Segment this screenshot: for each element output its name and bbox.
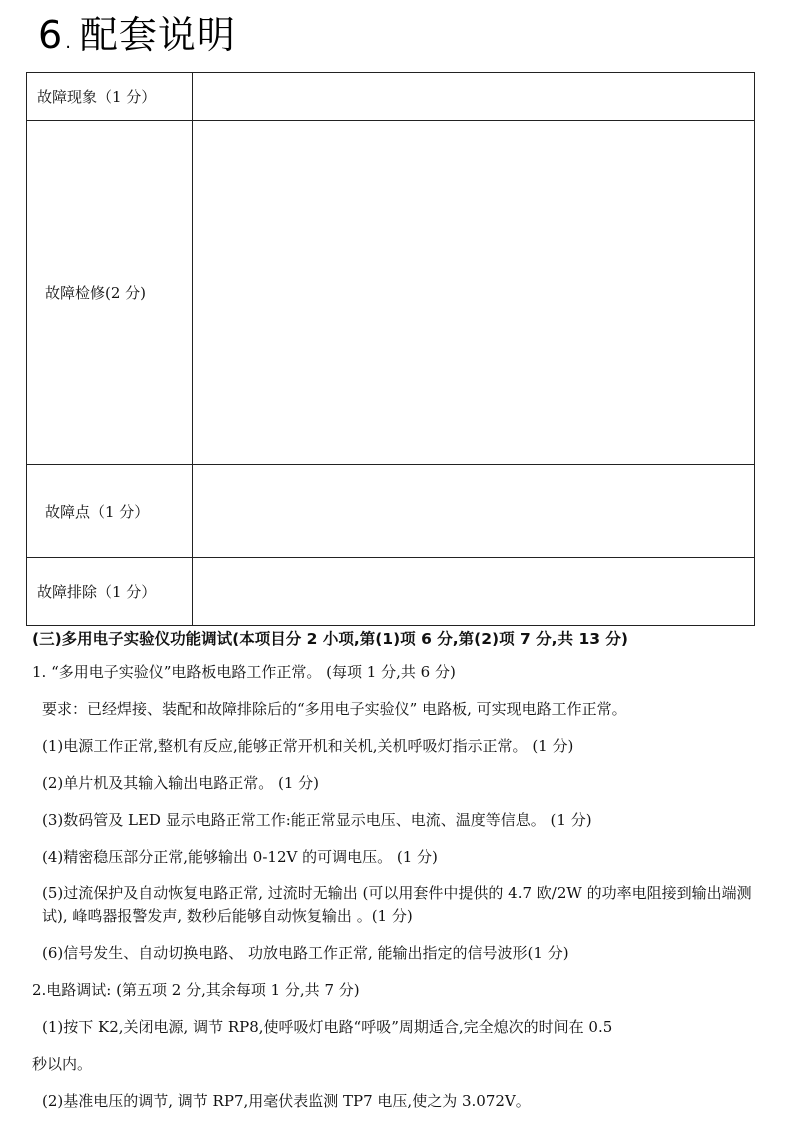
section-body	[32, 626, 772, 1126]
criterion-4: (4)精密稳压部分正常,能够输出 0-12V 的可调电压。 (1 分)	[42, 848, 438, 866]
section-heading	[38, 8, 236, 70]
fault-table	[26, 72, 755, 626]
heading-dot: .	[65, 32, 72, 53]
fault-repair-cell[interactable]	[193, 121, 755, 465]
requirement-text: 要求：已经焊接、装配和故障排除后的“多用电子实验仪” 电路板, 可实现电路工作正常。	[42, 700, 627, 718]
adjust-1-line-b: 秒以内。	[32, 1055, 93, 1073]
fault-point-label: 故障点（1 分）	[27, 465, 193, 558]
fault-phenomenon-label: 故障现象（1 分）	[27, 73, 193, 121]
fault-row-removal	[27, 558, 755, 626]
heading-title: 配套说明	[79, 13, 236, 57]
fault-repair-label: 故障检修(2 分)	[27, 121, 193, 465]
fault-point-cell[interactable]	[193, 465, 755, 558]
criterion-1: (1)电源工作正常,整机有反应,能够正常开机和关机,关机呼吸灯指示正常。 (1 分)	[42, 737, 574, 755]
criterion-2: (2)单片机及其输入输出电路正常。 (1 分)	[42, 774, 320, 792]
item-1-heading: 1. “多用电子实验仪”电路板电路工作正常。 (每项 1 分,共 6 分)	[32, 663, 456, 681]
criterion-5: (5)过流保护及自动恢复电路正常, 过流时无输出 (可以用套件中提供的 4.7 欧/2W 的功率电阻接到输出端测试), 峰鸣器报警发声, 数秒后能够自动恢复输出 。(1 分)	[42, 884, 752, 925]
section-title: (三)多用电子实验仪功能调试(本项目分 2 小项,第(1)项 6 分,第(2)项 7 分,共 13 分)	[32, 630, 629, 648]
heading-number: 6	[38, 13, 64, 57]
fault-phenomenon-cell[interactable]	[193, 73, 755, 121]
fault-row-repair	[27, 121, 755, 465]
adjust-1-line-a: (1)按下 K2,关闭电源, 调节 RP8,使呼吸灯电路“呼吸”周期适合,完全熄次的时间在 0.5	[42, 1018, 613, 1036]
fault-row-point	[27, 465, 755, 558]
fault-removal-label: 故障排除（1 分）	[27, 558, 193, 626]
fault-removal-cell[interactable]	[193, 558, 755, 626]
criterion-3: (3)数码管及 LED 显示电路正常工作:能正常显示电压、电流、温度等信息。 (1 分)	[42, 811, 592, 829]
fault-row-phenomenon	[27, 73, 755, 121]
adjust-2: (2)基准电压的调节, 调节 RP7,用毫伏表监测 TP7 电压,使之为 3.072V。	[42, 1092, 531, 1110]
item-2-heading: 2.电路调试: (第五项 2 分,其余每项 1 分,共 7 分)	[32, 981, 360, 999]
criterion-6: (6)信号发生、自动切换电路、 功放电路工作正常, 能输出指定的信号波形(1 分)	[42, 944, 569, 962]
